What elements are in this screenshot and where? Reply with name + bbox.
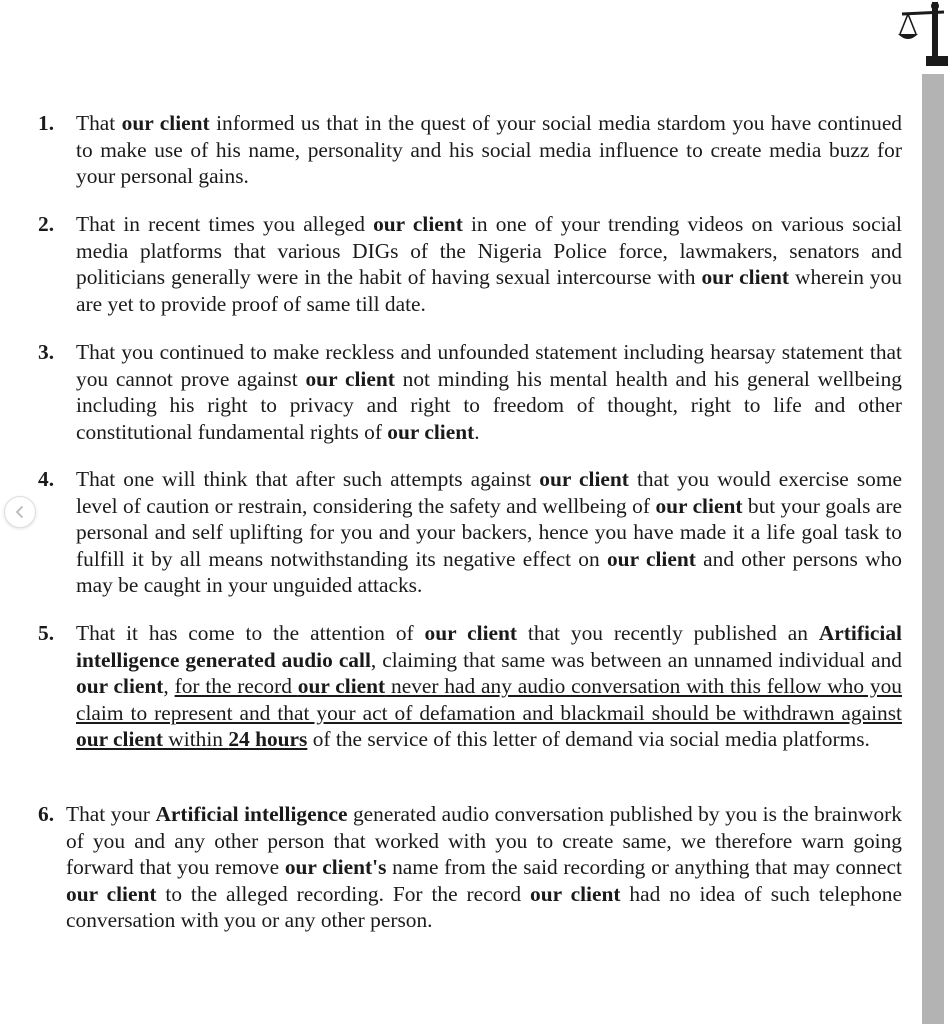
right-margin-bar <box>922 74 944 1024</box>
text-run: that you would exercise some level of caution or restrain, considering the safety and wellbeing of <box>76 467 902 518</box>
paragraph-text <box>66 801 902 934</box>
text-run: . <box>474 419 480 444</box>
text-run: That it has come to the attention of <box>76 621 425 645</box>
text-run: generated audio conversation published by you is the brainwork of you and any other person that worked with you to create same, we therefore warn going forward that you remove <box>66 802 903 880</box>
text-run: to the alleged recording. For the record <box>156 881 531 906</box>
bold-text: our client <box>76 727 163 752</box>
paragraph-number: 4. <box>38 467 55 491</box>
bold-text: our client <box>66 881 157 906</box>
bold-text: 24 hours <box>228 727 308 752</box>
text-run: That <box>76 111 122 135</box>
bold-text: our client <box>121 111 210 135</box>
bold-text: our client <box>373 212 463 236</box>
text-run: never had any audio conversation with this fellow who you claim to represent and that your act of defamation and blackmail should be withdrawn against <box>76 674 902 725</box>
bold-text: our client <box>297 674 386 699</box>
text-run: , claiming that same was between an unnamed individual and <box>370 647 902 672</box>
paragraph-text <box>76 211 902 317</box>
text-run: but your goals are personal and self uplifting for you and your backers, hence you have made it a life goal task to fulfill it by all means notwithstanding its negative effect on <box>76 493 902 571</box>
bold-text: our client <box>530 881 621 906</box>
paragraph-1 <box>38 110 902 190</box>
text-run: informed us that in the quest of your social media stardom you have continued to make use of his name, personality and his social media influence to create media buzz for your personal gains. <box>76 111 903 189</box>
text-run: of the service of this letter of demand via social media platforms. <box>307 727 870 752</box>
previous-page-button[interactable] <box>4 496 36 528</box>
text-run: not minding his mental health and his general wellbeing including his right to privacy and right to freedom of thought, right to life and other constitutional fundamental rights of <box>76 366 902 444</box>
text-run: in one of your trending videos on various social media platforms that various DIGs of the Nigeria Police force, lawmakers, senators and politicians generally were in the habit of having sexual intercourse with <box>76 212 902 290</box>
bold-text: our client <box>424 621 518 645</box>
bold-text: Artificial intelligence <box>155 802 348 826</box>
paragraph-number: 3. <box>38 340 55 364</box>
bold-text: Artificial intelligence generated audio call <box>76 621 902 672</box>
paragraph-number: 2. <box>38 212 55 236</box>
text-run: That your <box>66 802 156 826</box>
text-run: that you recently published an <box>517 621 819 645</box>
text-run: That in recent times you alleged <box>76 212 374 236</box>
text-run: and other persons who may be caught in your unguided attacks. <box>76 546 902 598</box>
text-run: wherein you are yet to provide proof of same till date. <box>76 265 902 316</box>
paragraph-text <box>76 620 902 753</box>
paragraph-6 <box>38 801 902 934</box>
paragraph-number: 5. <box>38 621 55 645</box>
chevron-left-icon <box>13 505 27 519</box>
bold-text: our client <box>387 419 475 444</box>
paragraph-5 <box>38 620 902 753</box>
paragraph-3 <box>38 339 902 445</box>
paragraph-number: 6. <box>38 802 55 826</box>
text-run: within <box>162 727 229 752</box>
text-run: That you continued to make reckless and unfounded statement including hearsay statement that you cannot prove against <box>76 340 902 391</box>
text-run: name from the said recording or anything that may connect <box>386 855 902 880</box>
text-run: for the record <box>174 674 298 699</box>
bold-text: our client <box>539 467 629 491</box>
bold-text: our client <box>701 265 790 290</box>
paragraph-text <box>76 339 902 445</box>
bold-text: our client <box>76 674 164 699</box>
bold-text: our client <box>305 366 395 391</box>
paragraph-2 <box>38 211 902 317</box>
paragraph-number: 1. <box>38 111 55 135</box>
bold-text: our client <box>606 546 696 571</box>
paragraph-text <box>76 110 902 190</box>
bold-text: our client's <box>284 855 387 880</box>
scales-of-justice-icon <box>898 0 952 66</box>
paragraph-text <box>76 466 902 599</box>
paragraph-4 <box>38 466 902 599</box>
bold-text: our client <box>655 493 743 518</box>
text-run: had no idea of such telephone conversation with you or any other person. <box>66 881 902 933</box>
text-run: That one will think that after such attempts against <box>76 467 540 491</box>
text-run: , <box>163 674 175 699</box>
